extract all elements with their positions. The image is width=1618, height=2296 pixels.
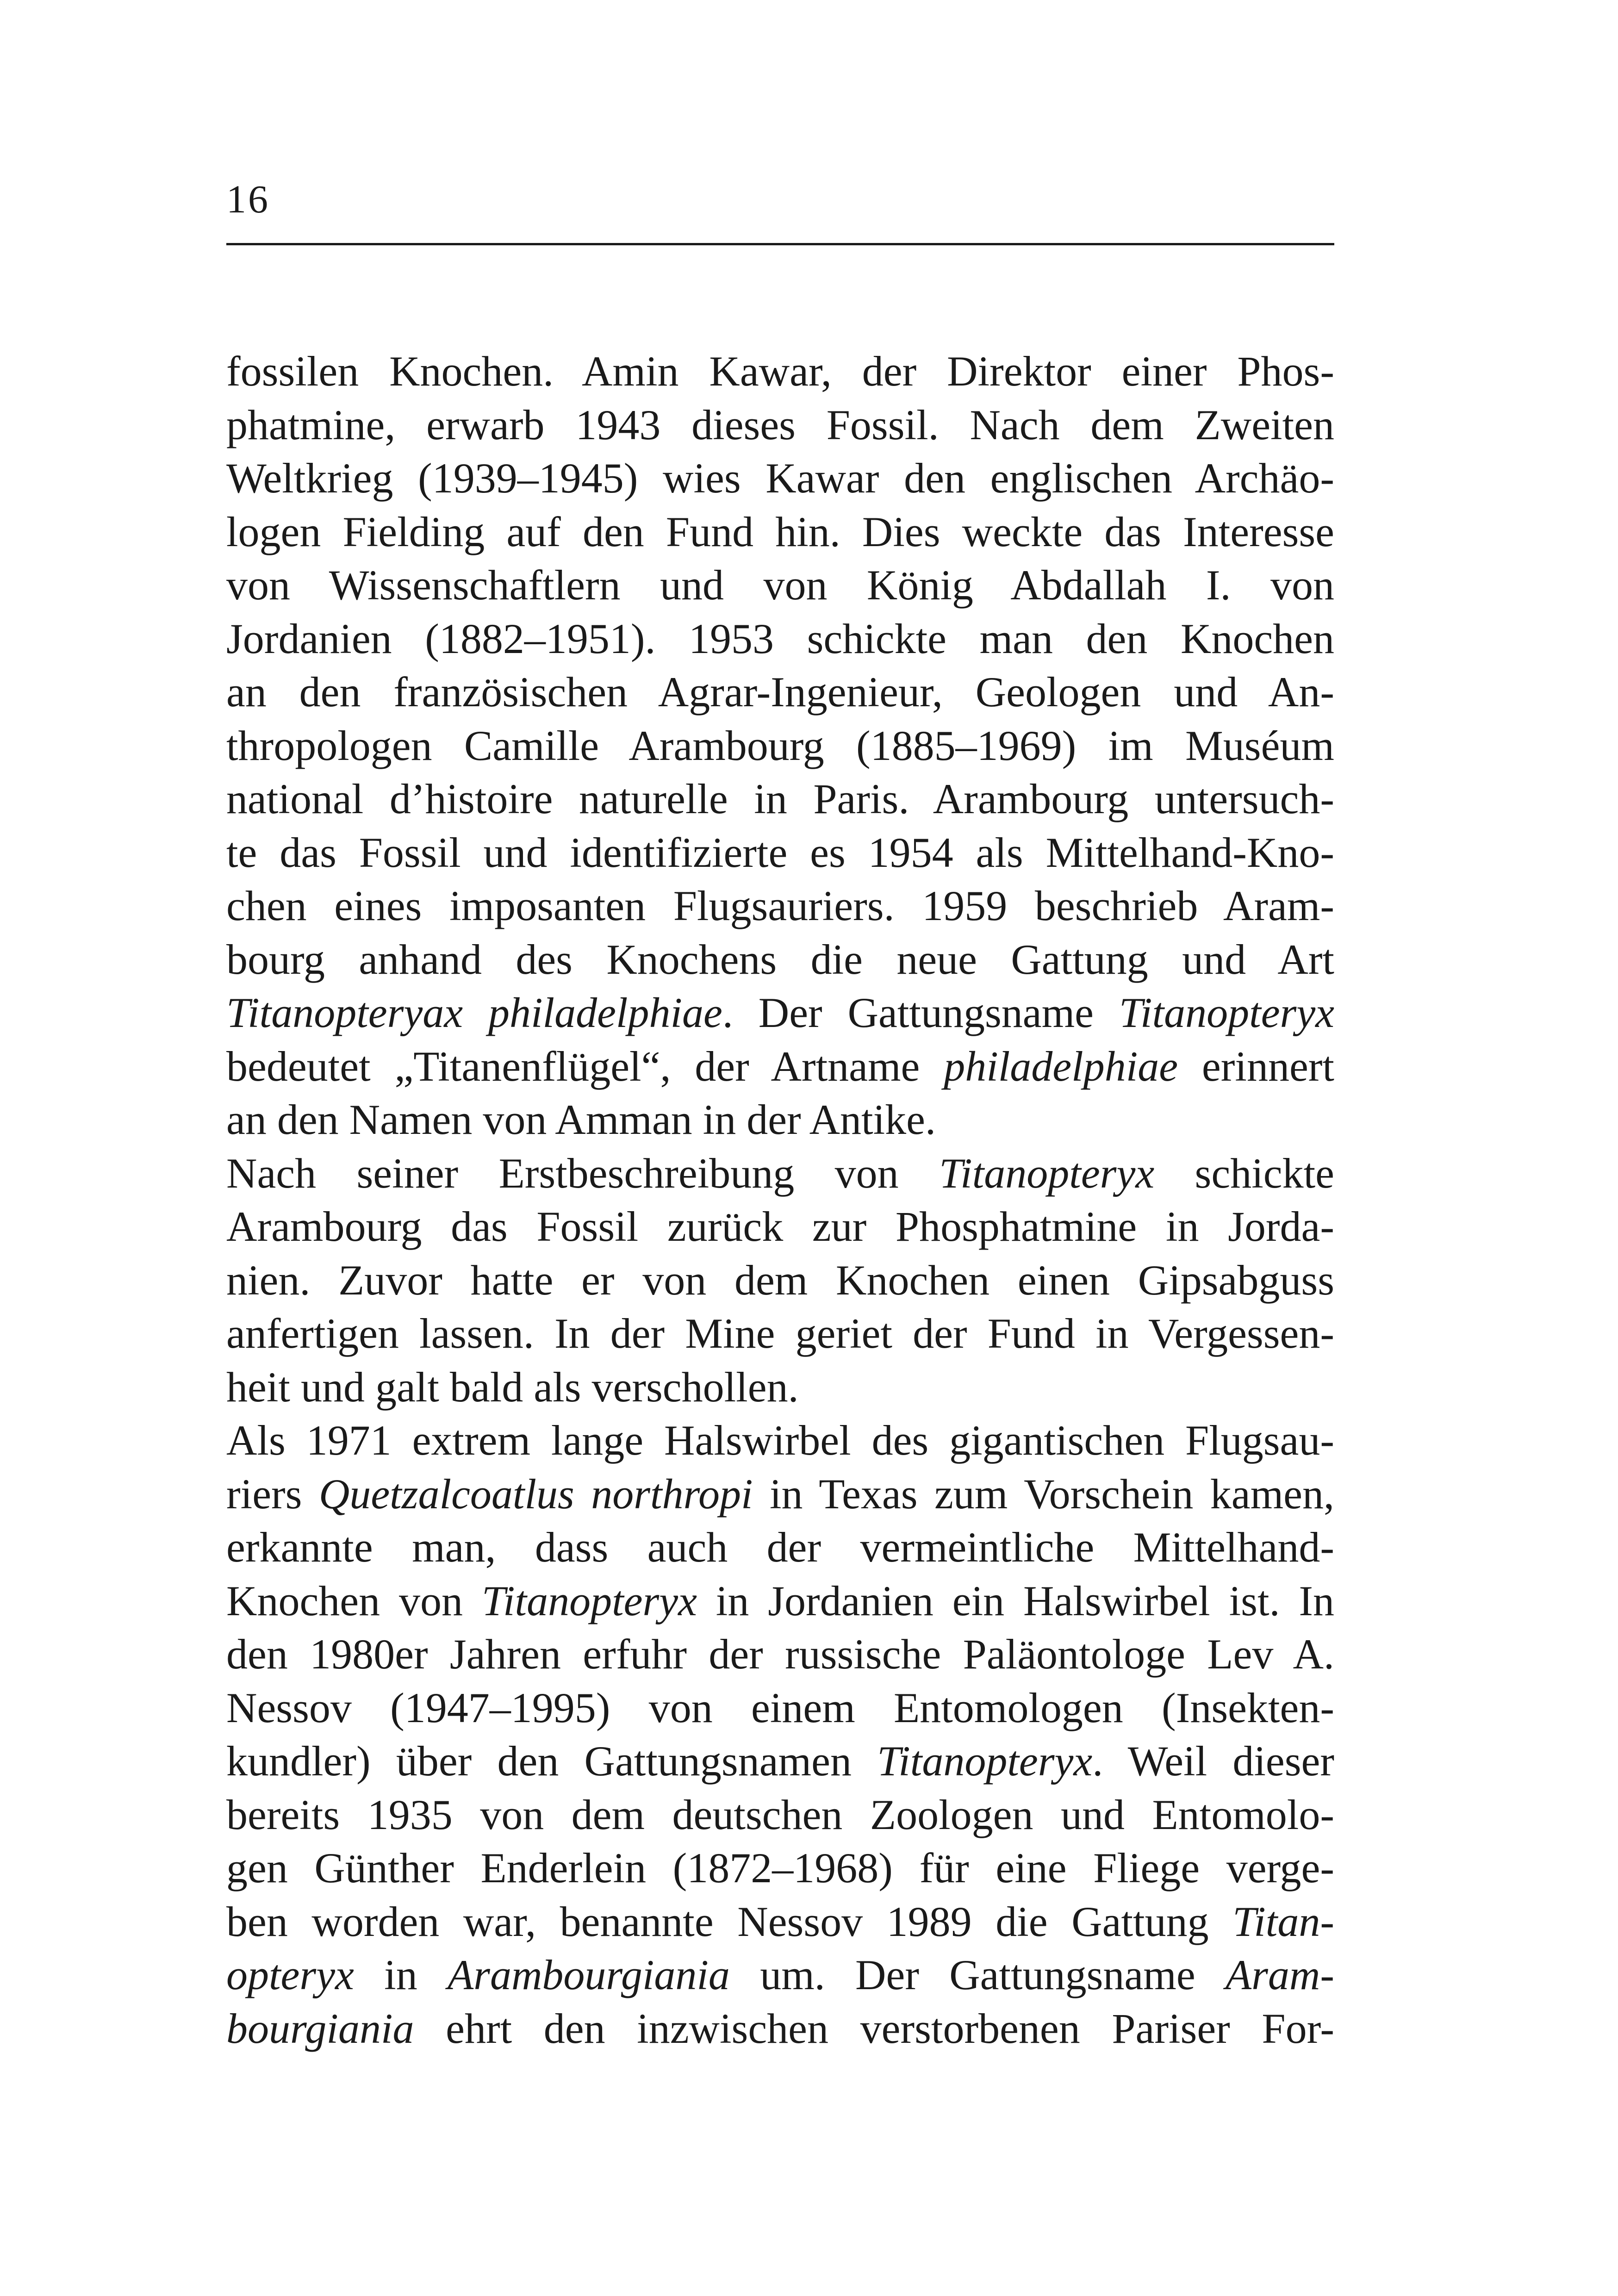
text-segment: . Weil dieser [1092, 1737, 1334, 1785]
text-line [226, 612, 1334, 666]
text-segment: Als 1971 extrem lange Halswirbel des gigantischen Flugsau- [226, 1417, 1334, 1464]
text-segment: anfertigen lassen. In der Mine geriet der Fund in Vergessen- [226, 1310, 1334, 1357]
text-segment: von Wissenschaftlern und von König Abdallah I. von [226, 561, 1334, 609]
text-line [226, 1628, 1334, 1681]
italic-taxon-name: bourgiania [226, 2004, 414, 2052]
text-segment: Arambourg das Fossil zurück zur Phosphatmine in Jorda- [226, 1203, 1334, 1250]
text-line [226, 1254, 1334, 1307]
text-line [226, 452, 1334, 505]
text-segment: phatmine, erwarb 1943 dieses Fossil. Nach dem Zweiten [226, 401, 1334, 448]
page-number: 16 [226, 177, 270, 221]
text-segment: in Texas zum Vorschein kamen, [753, 1470, 1334, 1518]
italic-taxon-name: Titanopteryx [877, 1737, 1093, 1785]
italic-taxon-name: philadelphiae [944, 1042, 1178, 1090]
italic-taxon-name: Titan- [1232, 1898, 1334, 1945]
italic-taxon-name: Aram- [1225, 1951, 1334, 1998]
text-segment: thropologen Camille Arambourg (1885–1969) im Muséum [226, 722, 1334, 769]
text-segment: logen Fielding auf den Fund hin. Dies weckte das Interesse [226, 508, 1334, 555]
italic-taxon-name: Arambourgiania [447, 1951, 730, 1998]
text-line [226, 1574, 1334, 1628]
text-segment: erkannte man, dass auch der vermeintliche Mittelhand- [226, 1524, 1334, 1571]
text-segment: bourg anhand des Knochens die neue Gattung und Art [226, 935, 1334, 983]
text-line [226, 1361, 1334, 1414]
body-text [226, 345, 1334, 2055]
text-segment: chen eines imposanten Flugsauriers. 1959 beschrieb Aram- [226, 882, 1334, 929]
italic-taxon-name: Quetzalcoatlus northropi [318, 1470, 753, 1518]
text-line [226, 1147, 1334, 1201]
text-line [226, 1200, 1334, 1254]
text-segment: Nach seiner Erstbeschreibung von [226, 1149, 940, 1197]
text-line [226, 719, 1334, 773]
text-line [226, 772, 1334, 826]
text-segment: an den Namen von Amman in der Antike. [226, 1096, 936, 1143]
text-segment: fossilen Knochen. Amin Kawar, der Direktor einer Phos- [226, 348, 1334, 395]
text-segment: den 1980er Jahren erfuhr der russische Paläontologe Lev A. [226, 1630, 1334, 1678]
text-segment: . Der Gattungsname [722, 989, 1119, 1036]
text-line [226, 505, 1334, 559]
text-line [226, 1093, 1334, 1147]
text-segment: in [354, 1951, 448, 1998]
text-line [226, 1414, 1334, 1468]
text-segment: ehrt den inzwischen verstorbenen Pariser For- [414, 2004, 1334, 2052]
text-segment: schickte [1154, 1149, 1334, 1197]
text-line [226, 986, 1334, 1040]
text-line [226, 1681, 1334, 1735]
text-segment: Knochen von [226, 1577, 482, 1624]
text-line [226, 398, 1334, 452]
text-line [226, 1895, 1334, 1949]
text-segment: riers [226, 1470, 319, 1518]
text-line [226, 1948, 1334, 2002]
text-segment: gen Günther Enderlein (1872–1968) für eine Fliege verge- [226, 1844, 1334, 1892]
text-line [226, 1735, 1334, 1788]
text-segment: ben worden war, benannte Nessov 1989 die Gattung [226, 1898, 1233, 1945]
text-line [226, 1307, 1334, 1361]
italic-taxon-name: opteryx [226, 1951, 354, 1998]
text-segment: Nessov (1947–1995) von einem Entomologen (Insekten- [226, 1684, 1334, 1731]
text-line [226, 666, 1334, 719]
text-line [226, 559, 1334, 612]
text-segment: bereits 1935 von dem deutschen Zoologen und Entomolo- [226, 1791, 1334, 1838]
text-line [226, 1788, 1334, 1842]
text-segment: nien. Zuvor hatte er von dem Knochen einen Gipsabguss [226, 1256, 1334, 1304]
text-segment: heit und galt bald als verschollen. [226, 1363, 799, 1411]
text-line [226, 826, 1334, 880]
text-line [226, 2002, 1334, 2056]
italic-taxon-name: Titanopteryax philadelphiae [226, 989, 722, 1036]
text-line [226, 879, 1334, 933]
text-segment: te das Fossil und identifizierte es 1954 als Mittelhand-Kno- [226, 828, 1334, 876]
page-header [226, 176, 1334, 245]
text-line [226, 1842, 1334, 1895]
italic-taxon-name: Titanopteryx [1119, 989, 1334, 1036]
text-segment: um. Der Gattungsname [729, 1951, 1226, 1998]
italic-taxon-name: Titanopteryx [481, 1577, 697, 1624]
text-line [226, 1521, 1334, 1574]
text-segment: Weltkrieg (1939–1945) wies Kawar den englischen Archäo- [226, 454, 1334, 502]
text-segment: in Jordanien ein Halswirbel ist. In [697, 1577, 1335, 1624]
text-segment: bedeutet „Titanenflügel“, der Artname [226, 1042, 944, 1090]
text-line [226, 1468, 1334, 1521]
text-segment: Jordanien (1882–1951). 1953 schickte man den Knochen [226, 615, 1334, 662]
text-line [226, 933, 1334, 987]
text-line [226, 345, 1334, 398]
text-line [226, 1040, 1334, 1094]
text-segment: an den französischen Agrar-Ingenieur, Geologen und An- [226, 668, 1334, 716]
text-segment: national d’histoire naturelle in Paris. Arambourg untersuch- [226, 775, 1334, 822]
text-segment: erinnert [1178, 1042, 1334, 1090]
italic-taxon-name: Titanopteryx [939, 1149, 1155, 1197]
text-segment: kundler) über den Gattungsnamen [226, 1737, 877, 1785]
